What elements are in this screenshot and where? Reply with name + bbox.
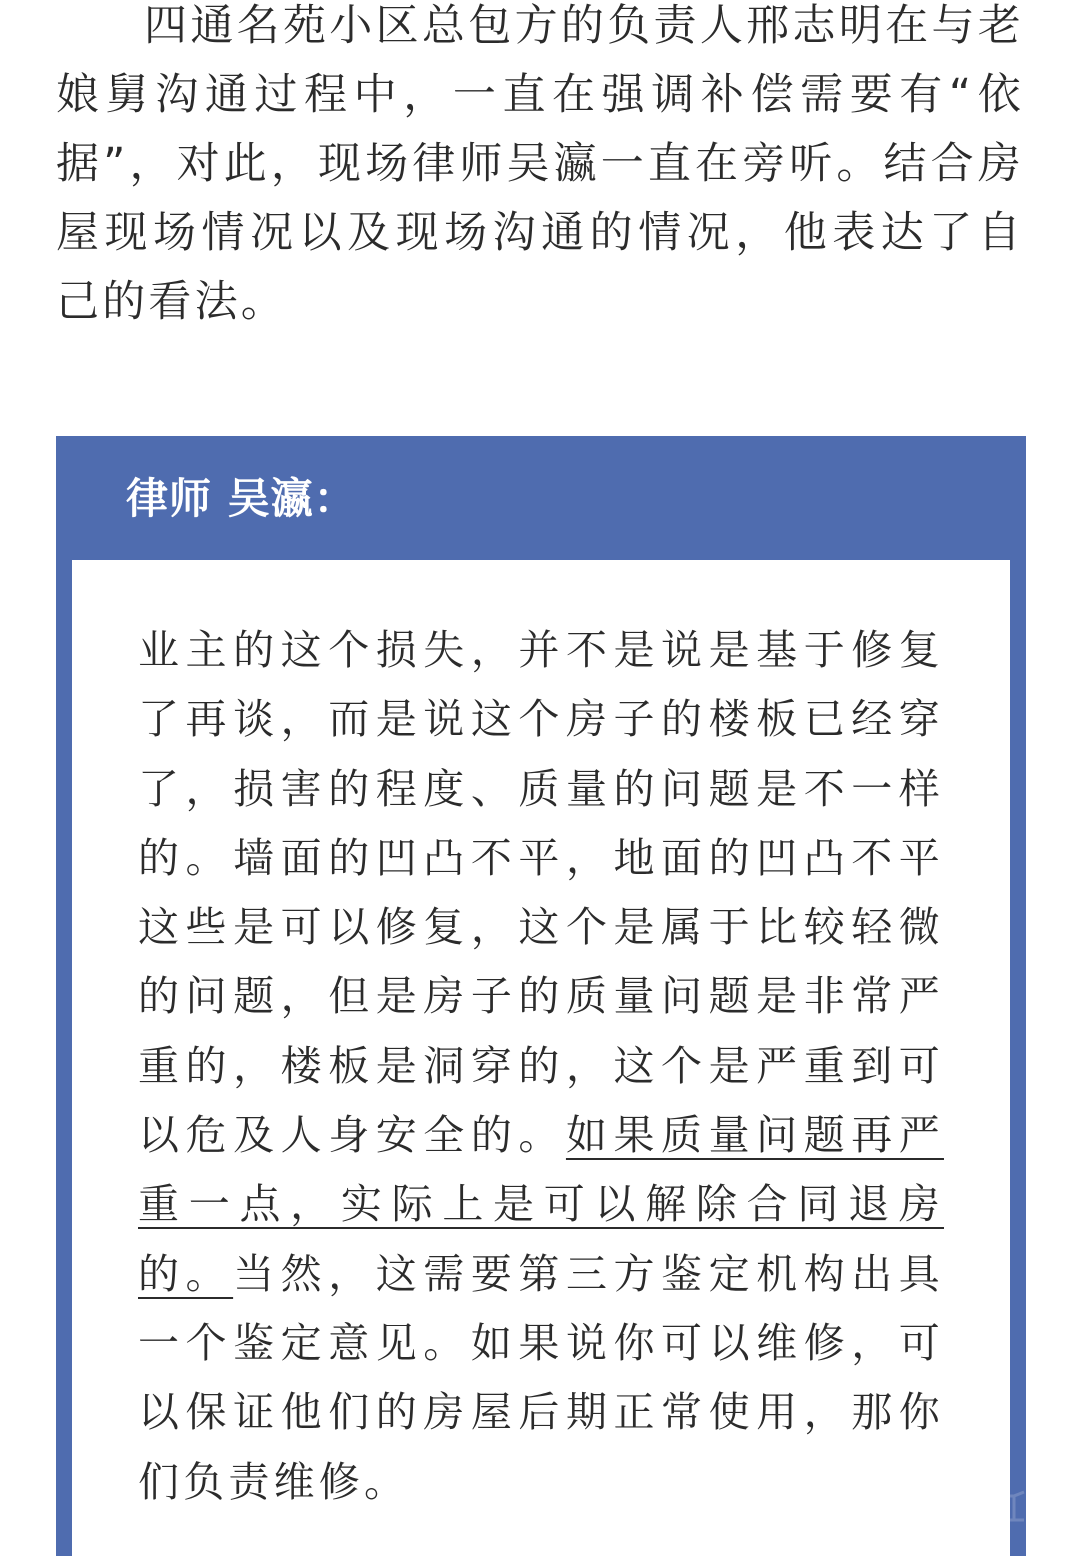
watermark-icon bbox=[1000, 1490, 1028, 1536]
quote-content-panel bbox=[72, 560, 1010, 1560]
quote-text-part-3: 当然，这需要第三方鉴定机构出具一个鉴定意见。如果说你可以维修，可以保证他们的房屋后期正常使用，那你们负责维修。 bbox=[138, 1249, 945, 1506]
lawyer-quote-box bbox=[56, 436, 1026, 1556]
quote-text-part-1: 业主的这个损失，并不是说是基于修复了再谈，而是说这个房子的楼板已经穿了，损害的程度、质量的问题是不一样的。墙面的凹凸不平，地面的凹凸不平这些是可以修复，这个是属于比较轻微的问题，但是房子的质量问题是非常严重的，楼板是洞穿的，这个是严重到可以危及人身安全的。 bbox=[138, 626, 944, 1160]
intro-paragraph: 四通名苑小区总包方的负责人邢志明在与老娘舅沟通过程中，一直在强调补偿需要有“依据”，对此，现场律师吴瀛一直在旁听。结合房屋现场情况以及现场沟通的情况，他表达了自己的看法。 bbox=[56, 1, 1024, 327]
quote-emphasized-text: 如果质量问题再严重一点，实际上是可以解除合同退房的。 bbox=[138, 1111, 944, 1298]
quote-speaker-label: 律师 吴瀛： bbox=[126, 474, 357, 523]
quote-text bbox=[138, 616, 944, 1517]
